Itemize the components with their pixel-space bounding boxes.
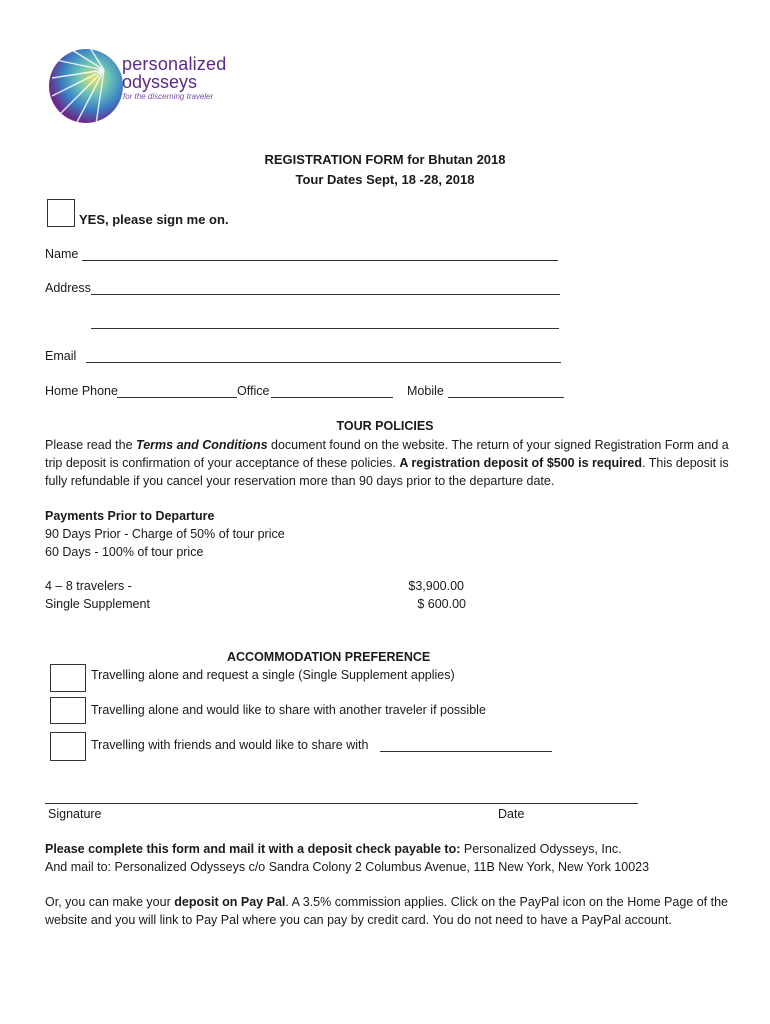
mobile-field[interactable] (448, 397, 564, 398)
logo-tagline: for the discerning traveler (123, 92, 214, 101)
signup-checkbox[interactable] (47, 199, 75, 227)
paypal-paragraph (45, 893, 735, 929)
address-field-line2[interactable] (91, 328, 559, 329)
tour-policies-heading: TOUR POLICIES (336, 419, 434, 433)
mail-line1 (45, 842, 745, 856)
home-phone-label: Home Phone (45, 384, 118, 398)
accommodation-heading: ACCOMMODATION PREFERENCE (227, 650, 431, 664)
payments-line2: 60 Days - 100% of tour price (45, 545, 204, 559)
paypal-text-a: Or, you can make your (45, 895, 175, 909)
accommodation-option1-label: Travelling alone and request a single (Single Supplement applies) (91, 668, 455, 682)
payee-name: Personalized Odysseys, Inc. (460, 842, 622, 856)
price-row1-label: 4 – 8 travelers - (45, 579, 132, 593)
tour-dates: Tour Dates Sept, 18 -28, 2018 (295, 172, 475, 187)
address-label: Address (45, 281, 91, 295)
home-phone-field[interactable] (117, 397, 237, 398)
payments-heading: Payments Prior to Departure (45, 509, 215, 523)
accommodation-option3-label: Travelling with friends and would like to share with (91, 738, 369, 752)
payments-line1: 90 Days Prior - Charge of 50% of tour price (45, 527, 285, 541)
sunburst-logo-icon (46, 40, 126, 130)
signature-label: Signature (48, 807, 102, 821)
email-label: Email (45, 349, 77, 363)
share-with-field[interactable] (380, 751, 552, 752)
mail-address: And mail to: Personalized Odysseys c/o Sandra Colony 2 Columbus Avenue, 11B New York, New York 10023 (45, 860, 650, 874)
deposit-requirement-emphasis: A registration deposit of $500 is required (399, 456, 643, 470)
name-label: Name (45, 247, 79, 261)
mobile-label: Mobile (407, 384, 444, 398)
company-logo (46, 40, 226, 130)
name-field[interactable] (82, 260, 558, 261)
logo-name-line2: odysseys (122, 72, 198, 92)
date-label: Date (498, 807, 525, 821)
logo-name-line1: personalized (122, 54, 227, 74)
accommodation-option2-label: Travelling alone and would like to share with another traveler if possible (91, 703, 486, 717)
accommodation-option2-checkbox[interactable] (50, 697, 86, 724)
price-row2-value: $ 600.00 (417, 597, 466, 611)
mail-instructions: Please complete this form and mail it with a deposit check payable to: (45, 842, 461, 856)
office-label: Office (237, 384, 270, 398)
policy-text-b: document found on the website. The return of your signed Registration Form and a trip deposit is confirmation of your acceptance of these policies. (45, 438, 729, 470)
form-title: REGISTRATION FORM for Bhutan 2018 (264, 152, 506, 167)
policy-text-c: . This deposit is fully refundable if you cancel your reservation more than 90 days prior to the departure date. (45, 456, 729, 488)
accommodation-option3-checkbox[interactable] (50, 732, 86, 761)
paypal-emphasis: deposit on Pay Pal (174, 895, 286, 909)
policy-text-a: Please read the (45, 438, 137, 452)
price-row2-label: Single Supplement (45, 597, 150, 611)
paypal-text-c: . A 3.5% commission applies. Click on the PayPal icon on the Home Page of the website and you will link to Pay Pal where you can pay by credit card. You do not need to have a PayPal account. (45, 895, 728, 927)
email-field[interactable] (86, 362, 561, 363)
address-field-line1[interactable] (91, 294, 560, 295)
price-row1-value: $3,900.00 (408, 579, 464, 593)
signup-label: YES, please sign me on. (79, 212, 229, 227)
office-field[interactable] (271, 397, 393, 398)
accommodation-option1-checkbox[interactable] (50, 664, 86, 692)
terms-and-conditions-emphasis: Terms and Conditions (136, 438, 268, 452)
tour-policies-text (45, 436, 735, 490)
signature-line[interactable] (45, 803, 638, 804)
